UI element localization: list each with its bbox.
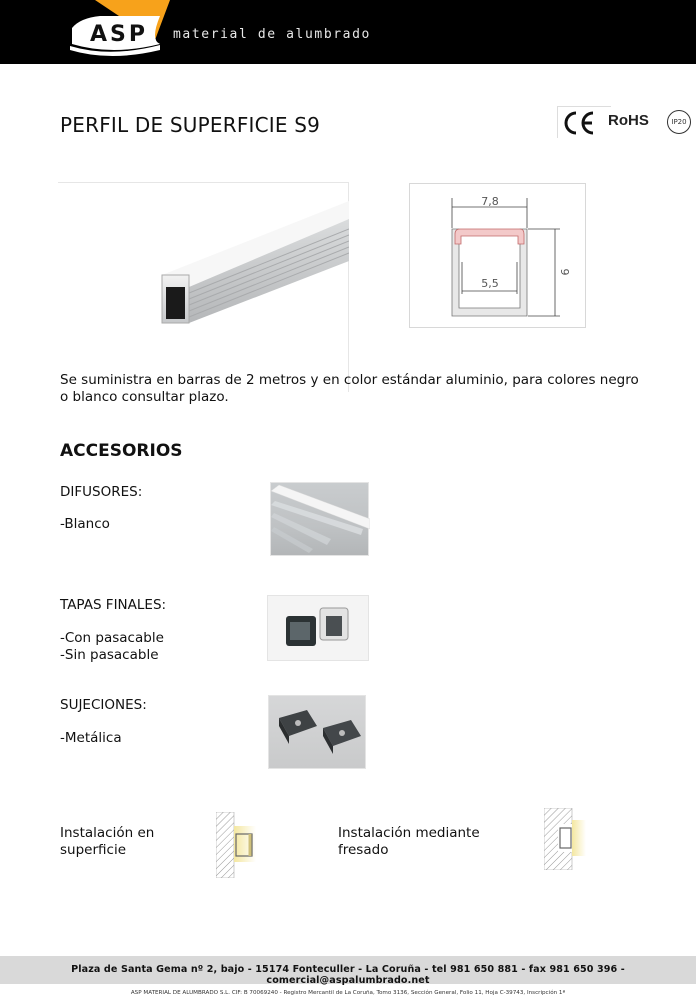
install-surface-line2: superficie <box>60 842 126 858</box>
rohs-mark: RoHS <box>608 112 649 129</box>
difusor-photo <box>270 482 369 556</box>
sujeciones-item: -Metálica <box>60 730 122 746</box>
tapas-label: TAPAS FINALES: <box>60 597 167 613</box>
profile-render <box>58 183 349 393</box>
surface-install-diagram <box>216 812 272 878</box>
tapas-photo <box>267 595 369 661</box>
footer-address: Plaza de Santa Gema nº 2, bajo - 15174 Fonteculler - La Coruña - tel 981 650 881 - fax 981 650 396 - comercial@aspalumbrado.net <box>71 964 625 986</box>
ip-rating-badge: IP20 <box>667 110 691 134</box>
logo-text: ASP <box>90 22 148 47</box>
install-recessed-line2: fresado <box>338 842 389 858</box>
header-tagline: material de alumbrado <box>173 27 371 42</box>
difusor-render <box>271 483 370 557</box>
footer-legal: ASP MATERIAL DE ALUMBRADO S.L. CIF: B 70069240 - Registro Mercantil de La Coruña, Tomo 3136, Sección General, Folio 11, Hoja C-39743, Inscripción 1ª <box>130 990 566 996</box>
sujeciones-photo <box>268 695 366 769</box>
ce-mark <box>557 106 611 138</box>
install-surface-line1: Instalación en <box>60 825 155 841</box>
sujeciones-label: SUJECIONES: <box>60 697 147 713</box>
recessed-install-diagram <box>544 808 586 870</box>
page-title: PERFIL DE SUPERFICIE S9 <box>60 113 321 137</box>
install-recessed-line1: Instalación mediante <box>338 825 480 841</box>
difusores-item: -Blanco <box>60 516 110 532</box>
cross-section-diagram <box>409 183 586 328</box>
difusores-label: DIFUSORES: <box>60 484 143 500</box>
dim-height: 9 <box>558 268 571 276</box>
ce-icon <box>562 108 598 138</box>
page-header <box>0 0 696 64</box>
tapas-render <box>268 596 370 662</box>
tapas-item-1: -Con pasacable <box>60 630 164 646</box>
profile-section-drawing <box>410 184 587 329</box>
accessories-heading: ACCESORIOS <box>60 441 183 461</box>
product-description: Se suministra en barras de 2 metros y en color estándar aluminio, para colores negro o blanco consultar plazo. <box>60 372 639 405</box>
dim-width-inner: 5,5 <box>481 277 499 290</box>
tapas-item-2: -Sin pasacable <box>60 647 159 663</box>
product-photo <box>58 182 349 392</box>
dim-width-top: 7,8 <box>481 195 499 208</box>
sujeciones-render <box>269 696 367 770</box>
